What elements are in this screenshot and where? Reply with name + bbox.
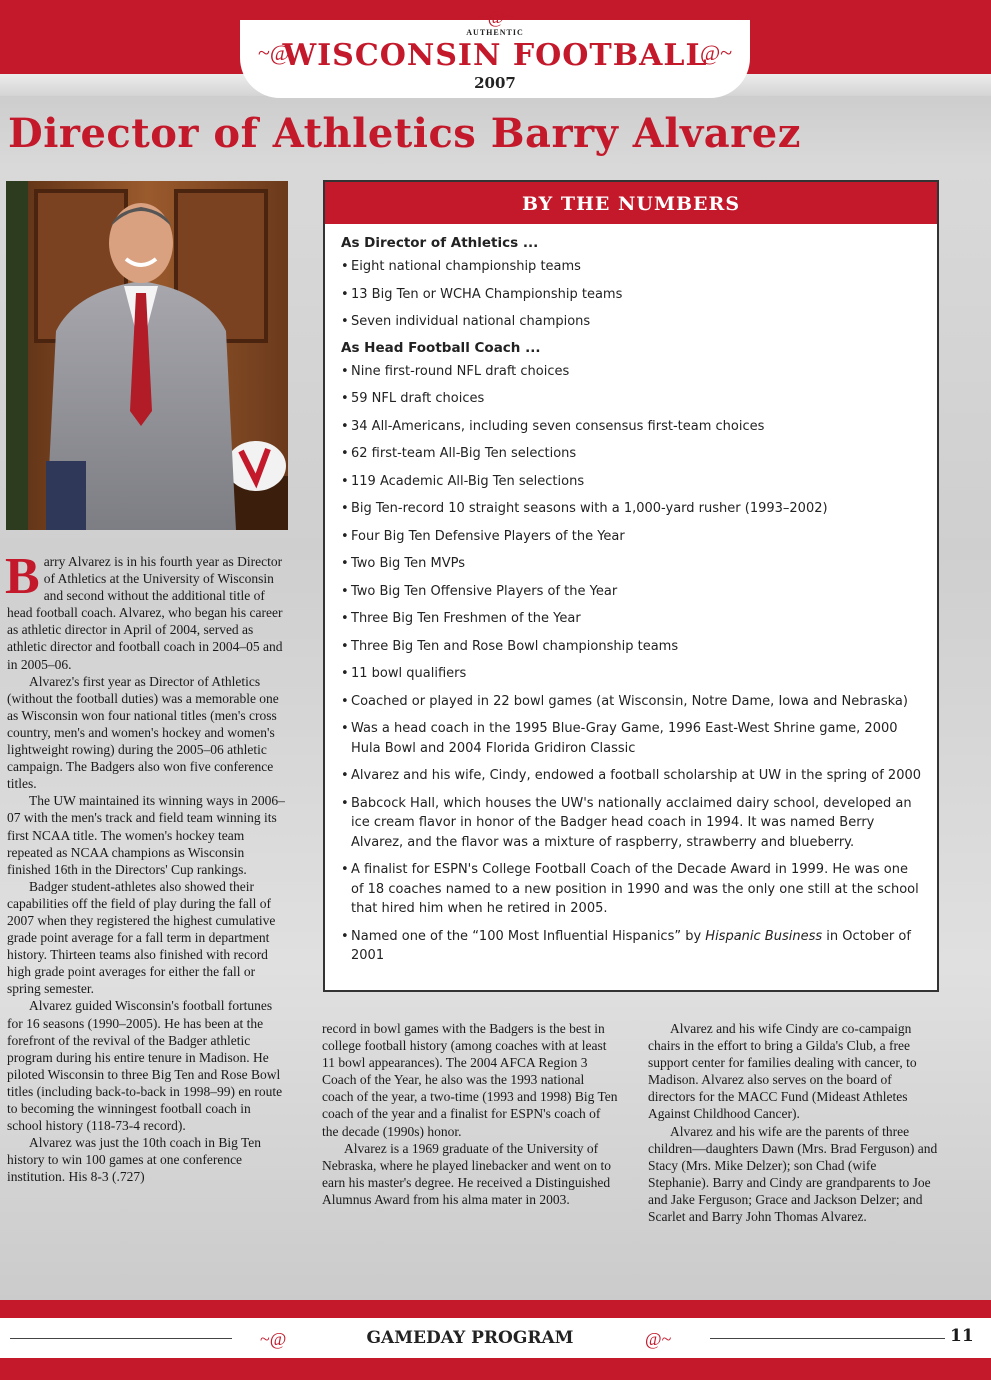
portrait-illustration bbox=[6, 181, 288, 530]
drop-cap: B bbox=[5, 548, 40, 605]
swirl-ornament-icon: @~ bbox=[645, 1329, 672, 1349]
paragraph: Alvarez guided Wisconsin's football fortunes for 16 seasons (1990–2005). He has been at the forefront of the revival of the Badger athletic program during his entire tenure in Madison. He piloted Wisconsin to three Big Ten and Rose Bowl titles (including back-to-back in 1998–99) en route to becoming the winningest football coach in school history (118-73-4 record). bbox=[7, 998, 283, 1134]
paragraph: Alvarez is a 1969 graduate of the University of Nebraska, where he played linebacker and went on to earn his master's degree. He received a Distinguished Alumnus Award from his alma mater in 2003. bbox=[322, 1140, 612, 1207]
swirl-ornament-icon: @~ bbox=[700, 40, 733, 65]
paragraph: record in bowl games with the Badgers is the best in college football history (among coaches with at least 11 bowl appearances). The 2004 AFCA Region 3 Coach of the Year, he also was the 1993 national coach of the year, a two-time (1993 and 1998) Big Ten coach of the year and a finalist for ESPN's coach of the decade (1990s) honor. bbox=[322, 1021, 618, 1139]
paragraph: Alvarez and his wife are the parents of three children—daughters Dawn (Mrs. Brad Ferguson) and Stacy (Mrs. Mike Delzer); son Chad (wife Stephanie). Barry and Cindy are grandparents to Joe and Jake Ferguson; Grace and Jackson Delzer; and Scarlet and Barry John Thomas Alvarez. bbox=[648, 1123, 938, 1225]
list-item: • Babcock Hall, which houses the UW's nationally acclaimed dairy school, developed an ice cream flavor in honor of the Badger head coach in 1994. It was named Berry Alvarez, and the flavor was a mixture of raspberry, strawberry and blueberry. bbox=[341, 794, 923, 853]
paragraph: arry Alvarez is in his fourth year as Director of Athletics at the University of Wisconsin and second without the additional title of head football coach. Alvarez, who began his career as athletic director in April of 2004, served as athletic director and football coach in 2004–05 and in 2005–06. bbox=[7, 554, 283, 672]
article-column-3 bbox=[648, 1020, 940, 1225]
article-column-2 bbox=[322, 1020, 618, 1208]
list-item: • Was a head coach in the 1995 Blue-Gray Game, 1996 East-West Shrine game, 2000 Hula Bowl and 2004 Florida Gridiron Classic bbox=[341, 719, 923, 758]
list-item: • 13 Big Ten or WCHA Championship teams bbox=[341, 285, 923, 305]
section-title: As Director of Athletics ... bbox=[341, 235, 539, 251]
portrait-photo bbox=[6, 181, 288, 530]
list-item bbox=[341, 927, 923, 966]
by-the-numbers-list bbox=[325, 224, 937, 966]
page-title: Director of Athletics Barry Alvarez bbox=[8, 110, 801, 157]
section-title: As Head Football Coach ... bbox=[341, 339, 541, 356]
list-item: • A finalist for ESPN's College Football Coach of the Decade Award in 1999. He was one of 18 coaches named to a new position in 1990 and was the only one still at the school that hired him when he retired in 2005. bbox=[341, 860, 923, 919]
list-item: • Big Ten-record 10 straight seasons with a 1,000-yard rusher (1993–2002) bbox=[341, 499, 923, 519]
masthead-title: WISCONSIN FOOTBALL bbox=[282, 38, 708, 73]
article-column-1 bbox=[5, 548, 288, 1185]
swirl-ornament-icon: ~@ bbox=[258, 40, 291, 65]
list-item: • 11 bowl qualifiers bbox=[341, 664, 923, 684]
list-item: • Nine first-round NFL draft choices bbox=[341, 362, 923, 382]
publication-name: Hispanic Business bbox=[705, 928, 823, 944]
list-item: • Two Big Ten Offensive Players of the Year bbox=[341, 582, 923, 602]
footer-rule bbox=[10, 1338, 232, 1339]
masthead bbox=[240, 7, 750, 98]
list-item: • Alvarez and his wife, Cindy, endowed a football scholarship at UW in the spring of 2000 bbox=[341, 766, 923, 786]
list-item: • Eight national championship teams bbox=[341, 257, 923, 277]
by-the-numbers-heading: BY THE NUMBERS bbox=[325, 182, 937, 224]
footer-label: GAMEDAY PROGRAM bbox=[366, 1328, 574, 1348]
page-number: 11 bbox=[950, 1326, 974, 1346]
paragraph: Alvarez and his wife Cindy are co-campaign chairs in the effort to bring a Gilda's Club, a free support center for families dealing with cancer, to Madison. Alvarez also serves on the board of directors for the MACC Fund (Mideast Athletes Against Childhood Cancer). bbox=[648, 1021, 917, 1122]
paragraph: Badger student-athletes also showed their capabilities off the field of play during the fall of 2007 when they registered the highest cumulative grade point average for a fall term in department history. Thirteen teams also finished with record high grade point averages for either the fall or spring semester. bbox=[7, 878, 276, 997]
list-item: • Three Big Ten Freshmen of the Year bbox=[341, 609, 923, 629]
swirl-ornament-icon: ~@ bbox=[260, 1329, 287, 1349]
list-item-text: in October of 2001 bbox=[351, 928, 911, 963]
list-item: • 59 NFL draft choices bbox=[341, 389, 923, 409]
list-item: • 119 Academic All-Big Ten selections bbox=[341, 472, 923, 492]
paragraph: The UW maintained its winning ways in 2006–07 with the men's track and field team winning its first NCAA title. The women's hockey team repeated as NCAA champions as Wisconsin finished 16th in the Directors' Cup rankings. bbox=[7, 793, 285, 877]
list-item: • 34 All-Americans, including seven consensus first-team choices bbox=[341, 417, 923, 437]
list-item: • Coached or played in 22 bowl games (at Wisconsin, Notre Dame, Iowa and Nebraska) bbox=[341, 692, 923, 712]
paragraph: Alvarez's first year as Director of Athletics (without the football duties) was a memorable one as Wisconsin won four national titles (men's cross country, men's and women's hockey and women's lightweight rowing) during the 2005–06 athletic campaign. The Badgers also won five conference titles. bbox=[7, 673, 279, 792]
list-item-text: Named one of the “100 Most Influential Hispanics” by bbox=[351, 928, 706, 944]
footer-rule bbox=[710, 1338, 945, 1339]
by-the-numbers-box bbox=[323, 180, 939, 992]
list-item: • Seven individual national champions bbox=[341, 312, 923, 332]
list-item: • Four Big Ten Defensive Players of the Year bbox=[341, 527, 923, 547]
masthead-year: 2007 bbox=[474, 74, 516, 92]
list-item: • Three Big Ten and Rose Bowl championship teams bbox=[341, 637, 923, 657]
paragraph: Alvarez was just the 10th coach in Big Ten history to win 100 games at one conference institution. His 8-3 (.727) bbox=[7, 1135, 261, 1185]
swirl-ornament-icon: ~@~ bbox=[478, 7, 515, 27]
masthead-authentic: AUTHENTIC bbox=[466, 28, 524, 37]
list-item: • 62 first-team All-Big Ten selections bbox=[341, 444, 923, 464]
list-item: • Two Big Ten MVPs bbox=[341, 554, 923, 574]
